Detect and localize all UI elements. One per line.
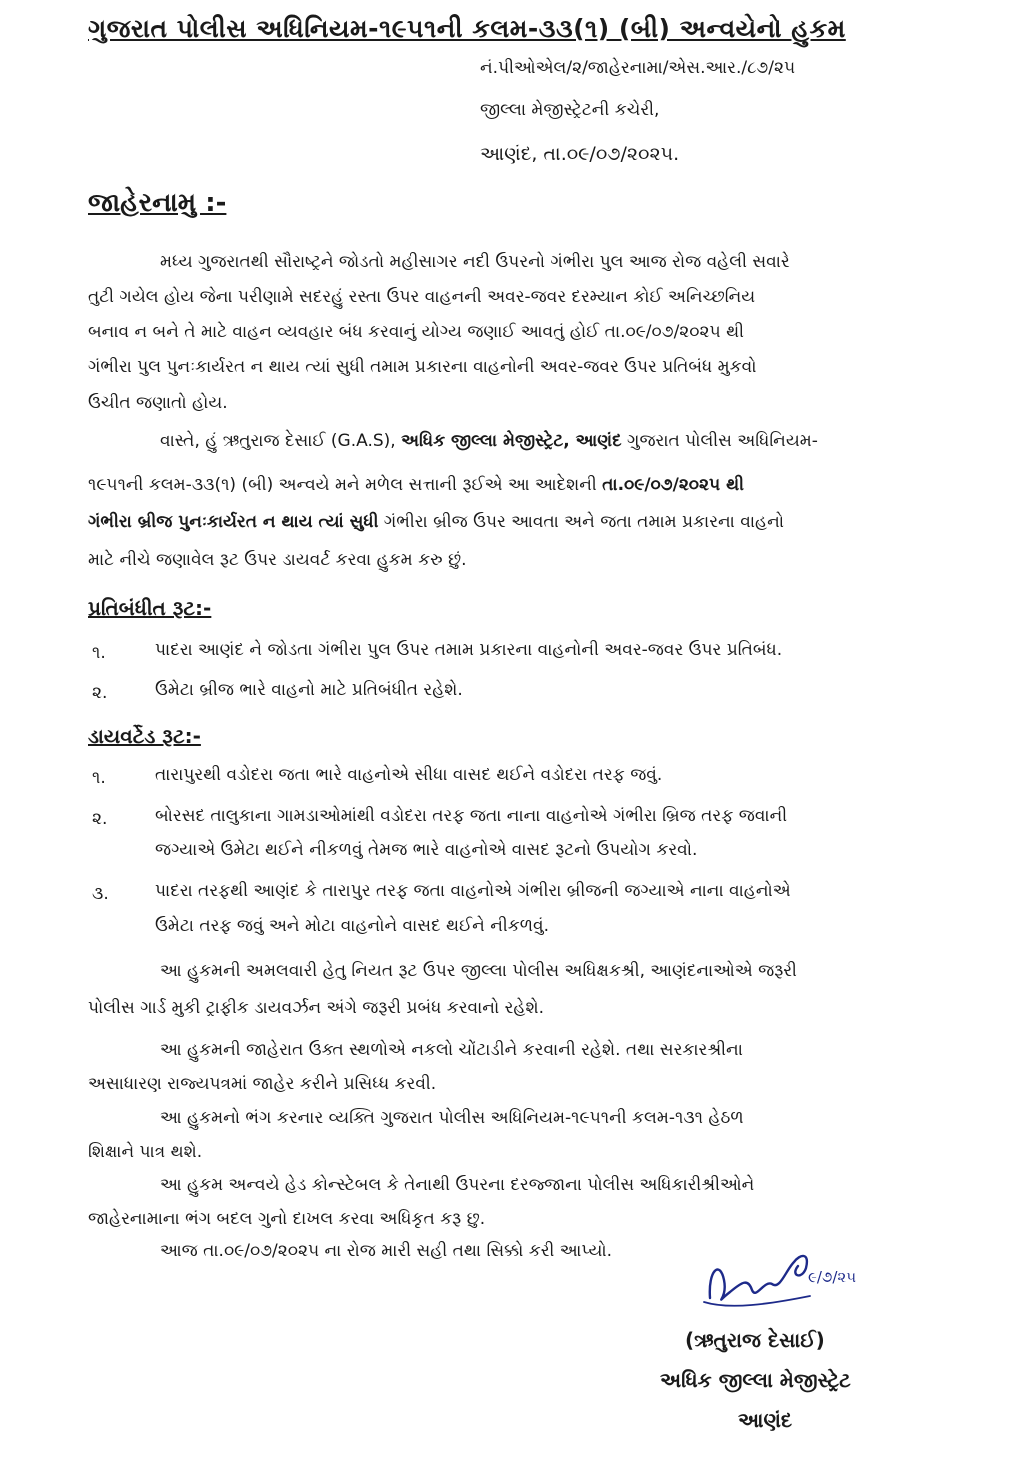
diverted-item-number: ૨. [92, 809, 108, 829]
para4-line: અસાધારણ રાજ્યપત્રમાં જાહેર કરીને પ્રસિધ્ધ કરવી. [88, 1074, 437, 1094]
para3-line: પોલીસ ગાર્ડ મુકી ટ્રાફીક ડાયવર્ઝન અંગે જરૂરી પ્રબંધ કરવાનો રહેશે. [88, 998, 544, 1018]
para3-line: આ હુકમની અમલવારી હેતુ નિયત રૂટ ઉપર જીલ્લા પોલીસ અધિક્ષકશ્રી, આણંદનાઓએ જરૂરી [160, 961, 797, 981]
para2-text: ૧૯૫૧ની કલમ-૩૩(૧) (બી) અન્વયે મને મળેલ સત્તાની રૂઈએ આ આદેશની [88, 475, 603, 495]
restricted-route-heading: પ્રતિબંધીત રૂટ:- [88, 596, 212, 620]
diverted-item: જગ્યાએ ઉમેટા થઈને નીકળવું તેમજ ભારે વાહનોએ વાસદ રૂટનો ઉપયોગ કરવો. [155, 840, 698, 860]
para6-line: આ હુકમ અન્વયે હેડ કોન્સ્ટેબલ કે તેનાથી ઉપરના દરજ્જાના પોલીસ અધિકારીશ્રીઓને [160, 1175, 755, 1195]
diverted-item: બોરસદ તાલુકાના ગામડાઓમાંથી વડોદરા તરફ જતા નાના વાહનોએ ગંભીરા બ્રિજ તરફ જવાની [155, 806, 788, 826]
para6-line: જાહેરનામાના ભંગ બદલ ગુનો દાખલ કરવા અધિકૃત કરૂ છુ. [88, 1209, 486, 1229]
diverted-item: પાદરા તરફથી આણંદ કે તારાપુર તરફ જતા વાહનોએ ગંભીરા બ્રીજની જગ્યાએ નાના વાહનોએ [155, 881, 791, 901]
signatory-name: (ઋતુરાજ દેસાઈ) [685, 1328, 825, 1352]
para2-bold: ગંભીરા બ્રીજ પુનઃકાર્યરત ન થાય ત્યાં સુધી [88, 512, 379, 532]
signatory-place: આણંદ [738, 1408, 793, 1432]
para2-text: ગંભીરા બ્રીજ ઉપર આવતા અને જતા તમામ પ્રકારના વાહનો [378, 512, 784, 532]
para2-text: વાસ્તે, હું ઋતુરાજ દેસાઈ (G.A.S), [160, 431, 402, 451]
para2-line: માટે નીચે જણાવેલ રૂટ ઉપર ડાયવર્ટ કરવા હુકમ કરુ છું. [88, 550, 467, 570]
handwritten-signature [690, 1240, 870, 1320]
para2-text: ગુજરાત પોલીસ અધિનિયમ- [621, 431, 818, 451]
para7-line: આજ તા.૦૯/૦૭/૨૦૨૫ ના રોજ મારી સહી તથા સિક્કો કરી આપ્યો. [160, 1241, 613, 1261]
office-name: જીલ્લા મેજીસ્ટ્રેટની કચેરી, [480, 100, 660, 120]
para2-line [160, 431, 818, 451]
para2-bold: તા.૦૯/૦૭/૨૦૨૫ થી [602, 475, 744, 495]
para5-line: શિક્ષાને પાત્ર થશે. [88, 1142, 203, 1162]
restricted-item-number: ૨. [92, 683, 108, 703]
para2-line [88, 475, 744, 495]
reference-number: નં.પીઓએલ/૨/જાહેરનામા/એસ.આર./૮૭/૨૫ [480, 58, 796, 78]
para2-bold: અધિક જીલ્લા મેજીસ્ટ્રેટ, આણંદ [401, 431, 622, 451]
signatory-designation: અધિક જીલ્લા મેજીસ્ટ્રેટ [660, 1368, 851, 1392]
restricted-item: ઉમેટા બ્રીજ ભારે વાહનો માટે પ્રતિબંધીત રહેશે. [155, 680, 463, 700]
para1-line: બનાવ ન બને તે માટે વાહન વ્યવહાર બંધ કરવાનું યોગ્ય જણાઈ આવતું હોઈ તા.૦૯/૦૭/૨૦૨૫ થી [88, 322, 744, 342]
para1-line: મધ્ય ગુજરાતથી સૌરાષ્ટ્રને જોડતો મહીસાગર નદી ઉપરનો ગંભીરા પુલ આજ રોજ વહેલી સવારે [160, 252, 790, 272]
signature-block [650, 1240, 970, 1460]
diverted-route-heading: ડાયવર્ટેડ રૂટ:- [88, 724, 201, 748]
diverted-item-number: ૩. [92, 884, 109, 904]
para1-line: તુટી ગયેલ હોય જેના પરીણામે સદરહું રસ્તા ઉપર વાહનની અવર-જવર દરમ્યાન કોઈ અનિચ્છનિય [88, 287, 756, 307]
para5-line: આ હુકમનો ભંગ કરનાર વ્યક્તિ ગુજરાત પોલીસ અધિનિયમ-૧૯૫૧ની કલમ-૧૩૧ હેઠળ [160, 1108, 744, 1128]
signature-date: ૯/૭/૨૫ [808, 1268, 857, 1286]
place-date: આણંદ, તા.૦૯/૦૭/૨૦૨૫. [480, 143, 680, 165]
restricted-item: પાદરા આણંદ ને જોડતા ગંભીરા પુલ ઉપર તમામ પ્રકારના વાહનોની અવર-જવર ઉપર પ્રતિબંધ. [155, 640, 783, 660]
para2-line [88, 512, 784, 532]
para1-line: ઉચીત જણાતો હોય. [88, 393, 228, 413]
diverted-item: તારાપુરથી વડોદરા જતા ભારે વાહનોએ સીધા વાસદ થઈને વડોદરા તરફ જવું. [155, 765, 663, 785]
restricted-item-number: ૧. [92, 643, 106, 663]
order-title: ગુજરાત પોલીસ અધિનિયમ-૧૯૫૧ની કલમ-૩૩(૧) (બી) અન્વયેનો હુકમ [88, 14, 846, 43]
para4-line: આ હુકમની જાહેરાત ઉક્ત સ્થળોએ નકલો ચોંટાડીને કરવાની રહેશે. તથા સરકારશ્રીના [160, 1040, 743, 1060]
diverted-item: ઉમેટા તરફ જવું અને મોટા વાહનોને વાસદ થઈને નીકળવું. [155, 916, 549, 936]
notice-heading: જાહેરનામુ :- [88, 188, 227, 218]
para1-line: ગંભીરા પુલ પુનઃકાર્યરત ન થાય ત્યાં સુધી તમામ પ્રકારના વાહનોની અવર-જવર ઉપર પ્રતિબંધ મુકવો [88, 357, 757, 377]
diverted-item-number: ૧. [92, 768, 106, 788]
